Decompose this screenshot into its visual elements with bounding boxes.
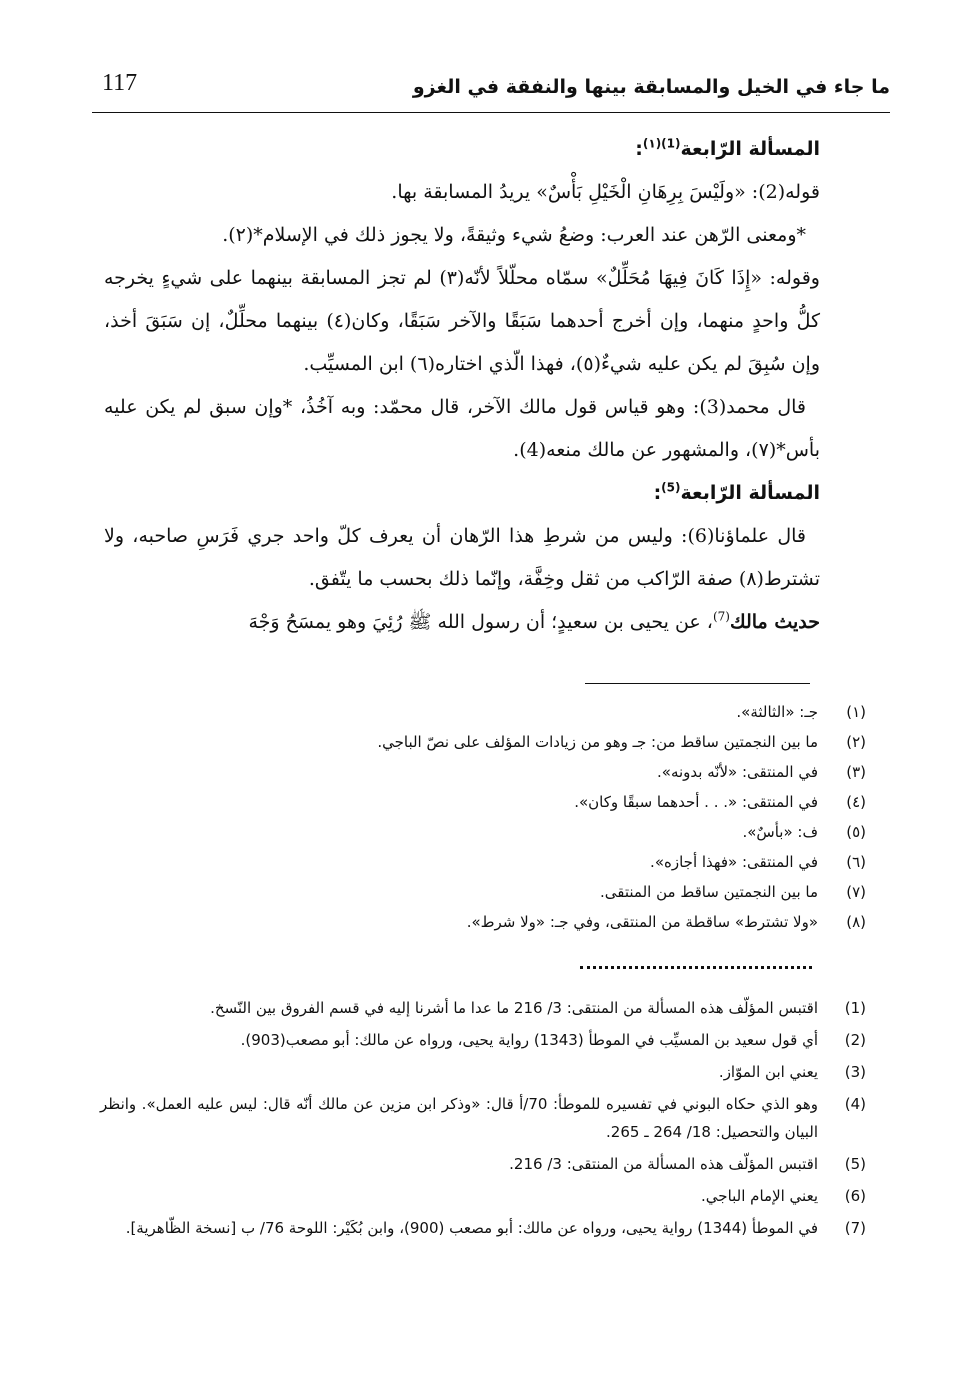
- notes-separator: [580, 966, 812, 969]
- commentary-notes: [100, 994, 866, 1246]
- paragraph-2: *ومعنى الرّهن عند العرب: وضعُ شيء وثيقةً، ولا يجوز ذلك في الإسلام*(٢).: [222, 224, 806, 246]
- main-text: [104, 128, 820, 644]
- note-number: (٤): [846, 793, 866, 811]
- note-number: (5): [844, 1155, 866, 1173]
- commentary-note: [100, 1058, 866, 1086]
- section-heading-2-colon: :: [653, 482, 662, 504]
- note-text: في الموطأ (1344) رواية يحيى، ورواه عن مالك: أبو مصعب (900)، وابن بُكَيْر: اللوحة 76/ ب [نسخة الظّاهرية].: [125, 1219, 818, 1237]
- hadith-lead: حديث مالك: [729, 611, 820, 633]
- footnote-rule: [585, 683, 810, 684]
- commentary-note: [100, 994, 866, 1022]
- variant-note: [110, 697, 866, 727]
- variant-note: [110, 757, 866, 787]
- note-text: ما بين النجمتين ساقط من المنتقى.: [600, 883, 818, 901]
- section-heading-2-text: المسألة الرّابعة: [680, 482, 820, 504]
- commentary-note: [100, 1026, 866, 1054]
- section-heading-2: [104, 472, 820, 515]
- note-number: (6): [844, 1187, 866, 1205]
- note-text: في المنتقى: «لأنّه بدونه».: [657, 763, 818, 781]
- section-heading-1-text: المسألة الرّابعة: [680, 138, 820, 160]
- variant-note: [110, 847, 866, 877]
- note-text: «ولا تشترط» ساقطة من المنتقى، وفي جـ: «ولا شرط».: [466, 913, 818, 931]
- running-title: ما جاء في الخيل والمسابقة بينها والنفقة في الغزو: [412, 76, 890, 98]
- variant-notes: [110, 697, 866, 937]
- hadith-text: ، عن يحيى بن سعيدٍ؛ أن رسول الله ﷺ رُئِيَ وهو يمسَحُ وَجْهَ: [248, 611, 713, 633]
- note-number: (1): [844, 999, 866, 1017]
- variant-note: [110, 787, 866, 817]
- paragraph-3: وقوله: «إِذَا كَانَ فِيهَا مُحَلِّلٌ» سمّاه محلّلاً لأنّه(٣) لم تجز المسابقة بينهما على شيءٍ يخرجه كلُّ واحدٍ منهما، وإن أخرج أحدهما سَبَقًا والآخر سَبَقًا، وكان(٤) بينهما محلِّلٌ، إن سَبَقَ أخذ، وإن سُبِقَ لم يكن عليه شيءٌ(٥)، فهذا الّذي اختاره(٦) ابن المسيِّب.: [104, 267, 821, 375]
- commentary-note: [100, 1150, 866, 1178]
- note-number: (٣): [846, 763, 866, 781]
- note-number: (2): [844, 1031, 866, 1049]
- note-text: أي قول سعيد بن المسيِّب في الموطأ (1343) رواية يحيى، ورواه عن مالك: أبو مصعب(903).: [240, 1031, 818, 1049]
- page-number: 117: [102, 70, 138, 96]
- section-heading-1-colon: :: [635, 138, 643, 160]
- note-text: ما بين النجمتين ساقط من: جـ وهو من زيادات المؤلف على نصّ الباجي.: [377, 733, 818, 751]
- note-number: (٧): [846, 883, 866, 901]
- note-text: يعني الإمام الباجي.: [701, 1187, 818, 1205]
- note-number: (4): [844, 1095, 866, 1113]
- paragraph-5: قال علماؤنا(6): وليس من شرطِ هذا الرّهان أن يعرف كلّ واحد جري فَرَسِ صاحبه، ولا تشترط(٨) صفة الرّاكب من ثقل وخِفَّة، وإنّما ذلك بحسب ما يتّفق.: [104, 525, 820, 590]
- hadith-lead-ref: (7): [712, 609, 730, 624]
- note-text: في المنتقى: «فهذا أجازه».: [650, 853, 818, 871]
- note-text: وهو الذي حكاه البوني في تفسيره للموطأ: 70/أ قال: «وذكر ابن مزين عن مالك أنّه قال: ليس عليه العمل». وانظر البيان والتحصيل: 18/ 264 ـ 265.: [100, 1095, 819, 1141]
- variant-note: [110, 727, 866, 757]
- note-number: (7): [844, 1219, 866, 1237]
- paragraph-4: قال محمد(3): وهو قياس قول مالك الآخر، قال محمّد: وبه آخُذُ، *وإن سبق لم يكن عليه بأس*(٧)، والمشهور عن مالك منعه(4).: [104, 396, 820, 461]
- note-number: (٥): [846, 823, 866, 841]
- variant-note: [110, 817, 866, 847]
- variant-note: [110, 877, 866, 907]
- note-text: في المنتقى: «. . . أحدهما سبقًا وكان».: [574, 793, 818, 811]
- note-text: اقتبس المؤلّف هذه المسألة من المنتقى: 3/ 216 ما عدا ما أشرنا إليه في قسم الفروق بين النّسخ.: [210, 999, 818, 1017]
- section-heading-1: [104, 128, 820, 171]
- paragraph-1: قوله(2): «ولَيْسَ بِرِهَانِ الْخَيْلِ بَأْسٌ» يريدُ المسابقة بها.: [391, 181, 820, 203]
- note-text: اقتبس المؤلّف هذه المسألة من المنتقى: 3/ 216.: [509, 1155, 818, 1173]
- note-text: جـ: «الثالثة».: [736, 703, 818, 721]
- paragraph-6: [104, 601, 820, 644]
- note-number: (٨): [846, 913, 866, 931]
- note-number: (٦): [846, 853, 866, 871]
- note-number: (٢): [846, 733, 866, 751]
- note-text: ف: «بأسٌ».: [742, 823, 818, 841]
- commentary-note: [100, 1182, 866, 1210]
- page-header: [92, 70, 890, 113]
- note-text: يعني ابن الموّاز.: [718, 1063, 818, 1081]
- commentary-note: [100, 1090, 866, 1146]
- commentary-note: [100, 1214, 866, 1242]
- section-heading-2-ref: (5): [661, 480, 681, 495]
- section-heading-1-ref: (1)(١): [642, 136, 681, 151]
- variant-note: [110, 907, 866, 937]
- note-number: (3): [844, 1063, 866, 1081]
- note-number: (١): [846, 703, 866, 721]
